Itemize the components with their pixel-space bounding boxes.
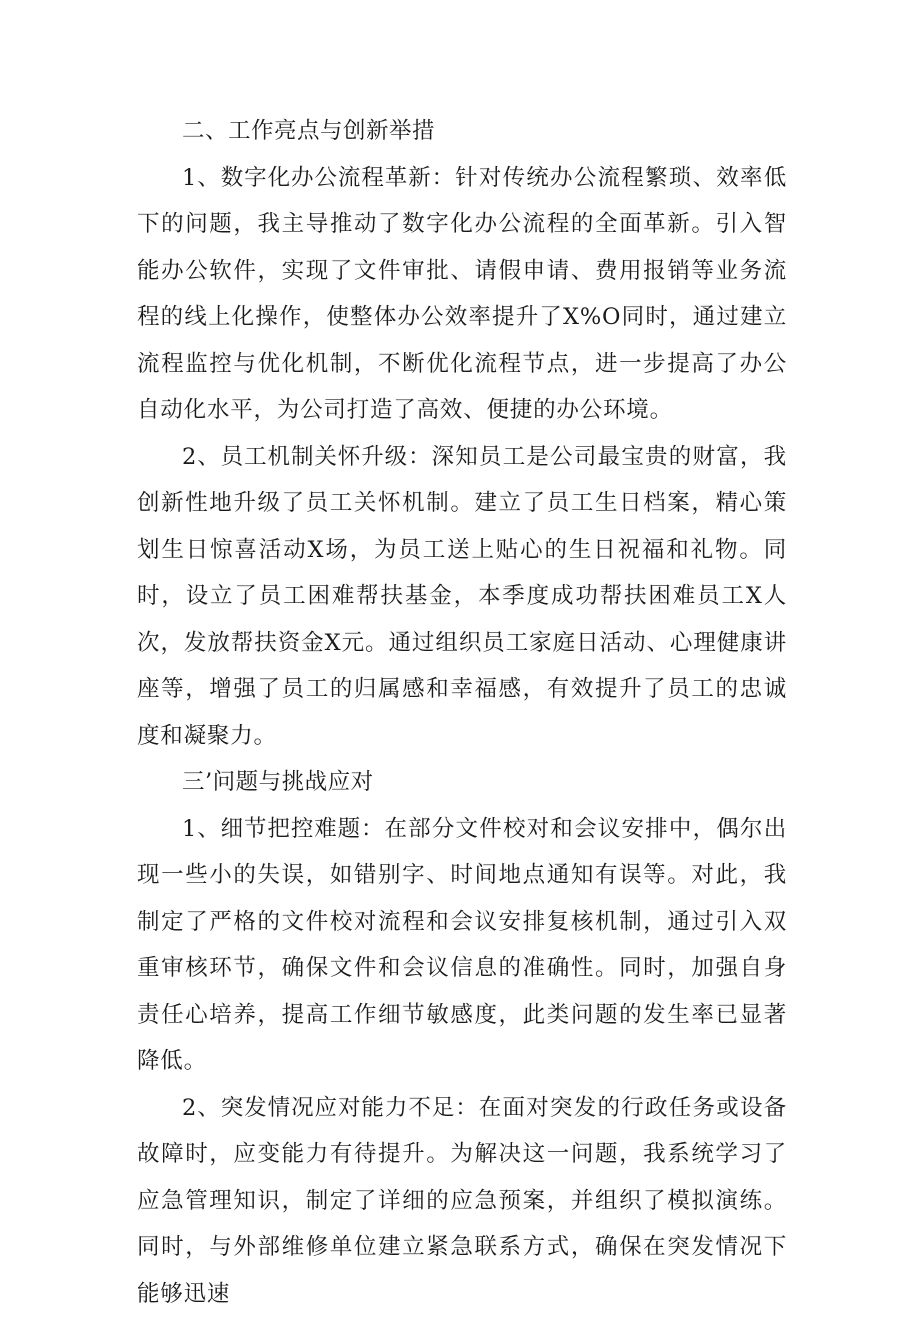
paragraph-lead: 2、员工机制关怀升级： (182, 444, 432, 470)
document-body (137, 108, 787, 1317)
section-three-heading: 三’问题与挑战应对 (137, 759, 787, 806)
paragraph-text: 深知员工是公司最宝贵的财富，我创新性地升级了员工关怀机制。建立了员工生日档案，精心策划生日惊喜活动X场，为员工送上贴心的生日祝福和礼物。同时，设立了员工困难帮扶基金，本季度成功帮扶困难员工X人次，发放帮扶资金X元。通过组织员工家庭日活动、心理健康讲座等，增强了员工的归属感和幸福感，有效提升了员工的忠诚度和凝聚力。 (137, 444, 787, 749)
paragraph-digital-office (137, 155, 787, 434)
paragraph-text: 针对传统办公流程繁琐、效率低下的问题，我主导推动了数字化办公流程的全面革新。引入智能办公软件，实现了文件审批、请假申请、费用报销等业务流程的线上化操作，使整体办公效率提升了X%O同时，通过建立流程监控与优化机制，不断优化流程节点，进一步提高了办公自动化水平，为公司打造了高效、便捷的办公环境。 (137, 165, 787, 424)
paragraph-employee-care (137, 434, 787, 760)
paragraph-detail-control (137, 806, 787, 1085)
paragraph-text: 在面对突发的行政任务或设备故障时，应变能力有待提升。为解决这一问题，我系统学习了应急管理知识，制定了详细的应急预案，并组织了模拟演练。同时，与外部维修单位建立紧急联系方式，确保在突发情况下能够迅速 (137, 1095, 787, 1307)
paragraph-lead: 1、细节把控难题： (182, 816, 384, 842)
paragraph-emergency-response (137, 1085, 787, 1317)
paragraph-lead: 2、突发情况应对能力不足： (182, 1095, 479, 1121)
paragraph-text: 在部分文件校对和会议安排中，偶尔出现一些小的失误，如错别字、时间地点通知有误等。对此，我制定了严格的文件校对流程和会议安排复核机制，通过引入双重审核环节，确保文件和会议信息的准确性。同时，加强自身责任心培养，提高工作细节敏感度，此类问题的发生率已显著降低。 (137, 816, 787, 1075)
section-two-heading: 二、工作亮点与创新举措 (137, 108, 787, 155)
paragraph-lead: 1、数字化办公流程革新： (182, 165, 455, 191)
